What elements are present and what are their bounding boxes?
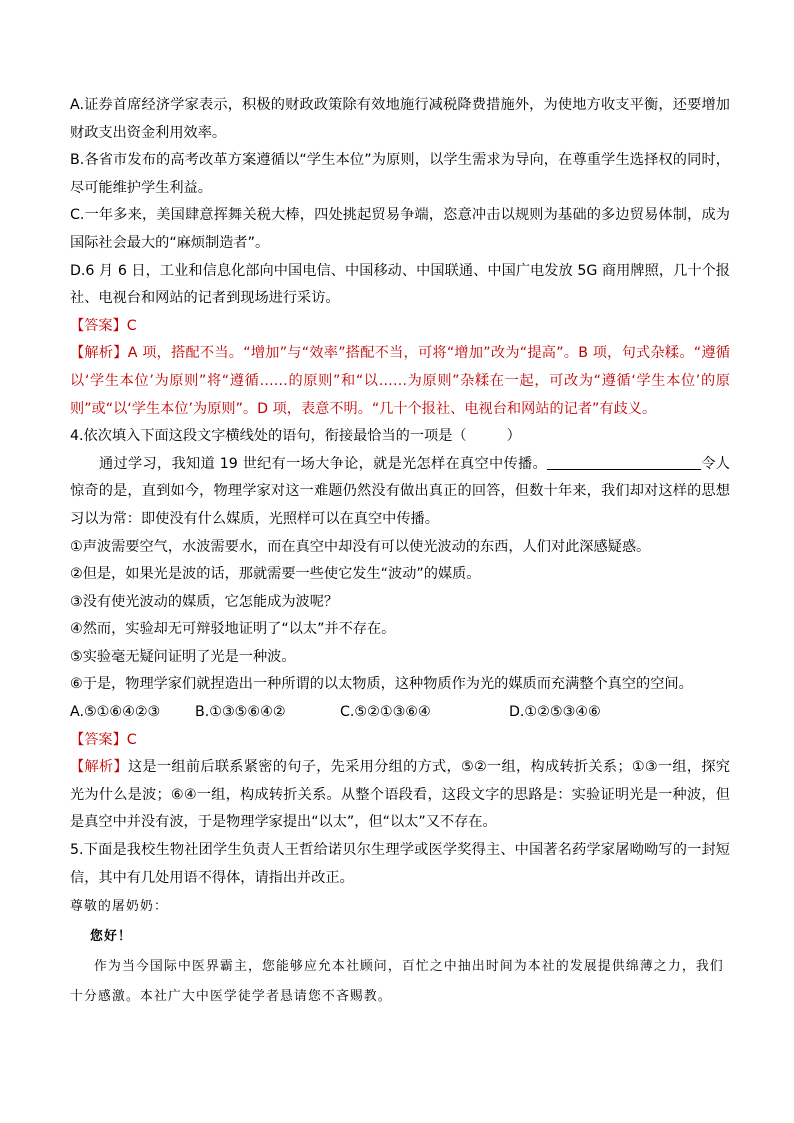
q3-option-a: A.证券首席经济学家表示，积极的财政政策除有效地施行减税降费措施外，为使地方收支平衡，还要增加财政支出资金利用效率。 [70,97,730,141]
q4-analysis-label: 【解析】 [70,759,128,776]
letter-body: 作为当今国际中医界霸主，您能够应允本社顾问，百忙之中抽出时间为本社的发展提供绵薄之力，我们十分感激。本社广大中医学徒学者恳请您不吝赐教。 [70,959,724,1005]
q4-passage-after: 令人惊奇的是，直到如今，物理学家对这一难题仍然没有做出真正的回答，但数十年来，我们却对这样的思想习以为常：即使没有什么媒质，光照样可以在真空中传播。 [70,455,730,527]
q4-stem-text: 4.依次填入下面这段文字横线处的语句，衔接最恰当的一项是（ [70,428,467,445]
q4-item-3: ③没有使光波动的媒质，它怎能成为波呢？ [70,593,339,610]
q4-option-c: C.⑤②①③⑥④ [340,704,431,721]
letter-block [70,892,730,1012]
q3-option-c: C.一年多来，美国肆意挥舞关税大棒，四处挑起贸易争端，恣意冲击以规则为基础的多边贸易体制，成为国际社会最大的“麻烦制造者”。 [70,207,730,251]
q4-item-5: ⑤实验毫无疑问证明了光是一种波。 [70,648,296,665]
q3-option-b: B.各省市发布的高考改革方案遵循以“学生本位”为原则，以学生需求为导向，在尊重学生选择权的同时，尽可能维护学生利益。 [70,152,730,196]
q5-stem: 5.下面是我校生物社团学生负责人王哲给诺贝尔生理学或医学奖得主、中国著名药学家屠呦呦写的一封短信，其中有几处用语不得体，请指出并改正。 [70,842,730,886]
q4-stem-close: ） [506,428,521,445]
q4-item-2: ②但是，如果光是波的话，那就需要一些使它发生“波动”的媒质。 [70,566,481,583]
q4-item-6: ⑥于是，物理学家们就捏造出一种所谓的以太物质，这种物质作为光的媒质而充满整个真空的空间。 [70,676,693,693]
q3-analysis: 【解析】A 项，搭配不当。“增加”与“效率”搭配不当，可将“增加”改为“提高”。B 项，句式杂糅。“遵循以‘学生本位’为原则”将“遵循……的原则”和“以……为原则”杂糅在一起，可改为“遵循‘学生本位’的原则”或“以‘学生本位’为原则”。D 项，表意不明。“几十个报社、电视台和网站的记者”有歧义。 [70,345,730,417]
document-content [70,92,730,1012]
q4-passage-before: 通过学习，我知道 19 世纪有一场大争论，就是光怎样在真空中传播。 [99,455,547,472]
q4-stem [70,423,730,451]
fill-in-blank-line [547,455,701,470]
q4-analysis-text: 这是一组前后联系紧密的句子，先采用分组的方式，⑤②一组，构成转折关系；①③一组，探究光为什么是波；⑥④一组，构成转折关系。从整个语段看，这段文字的思路是：实验证明光是一种波，但是真空中并没有波，于是物理学家提出“以太”，但“以太”又不存在。 [70,759,730,831]
q4-item-1: ①声波需要空气，水波需要水，而在真空中却没有可以使光波动的东西，人们对此深感疑惑。 [70,538,651,555]
q4-analysis [70,754,730,837]
q4-passage [70,451,730,534]
letter-greeting: 您好！ [90,929,132,945]
q3-answer: 【答案】C [70,317,137,334]
q3-option-d: D.6 月 6 日，工业和信息化部向中国电信、中国移动、中国联通、中国广电发放 5G 商用牌照，几十个报社、电视台和网站的记者到现场进行采访。 [70,262,730,307]
q4-option-d: D.①②⑤③④⑥ [509,704,601,721]
q4-answer: 【答案】C [70,731,137,748]
q4-options [70,699,730,727]
letter-salutation: 尊敬的屠奶奶： [70,899,168,915]
q4-option-a: A.⑤①⑥④②③ [70,704,161,721]
q4-item-4: ④然而，实验却无可辩驳地证明了“以太”并不存在。 [70,621,396,638]
q4-option-b: B.①③⑤⑥④② [195,704,286,721]
